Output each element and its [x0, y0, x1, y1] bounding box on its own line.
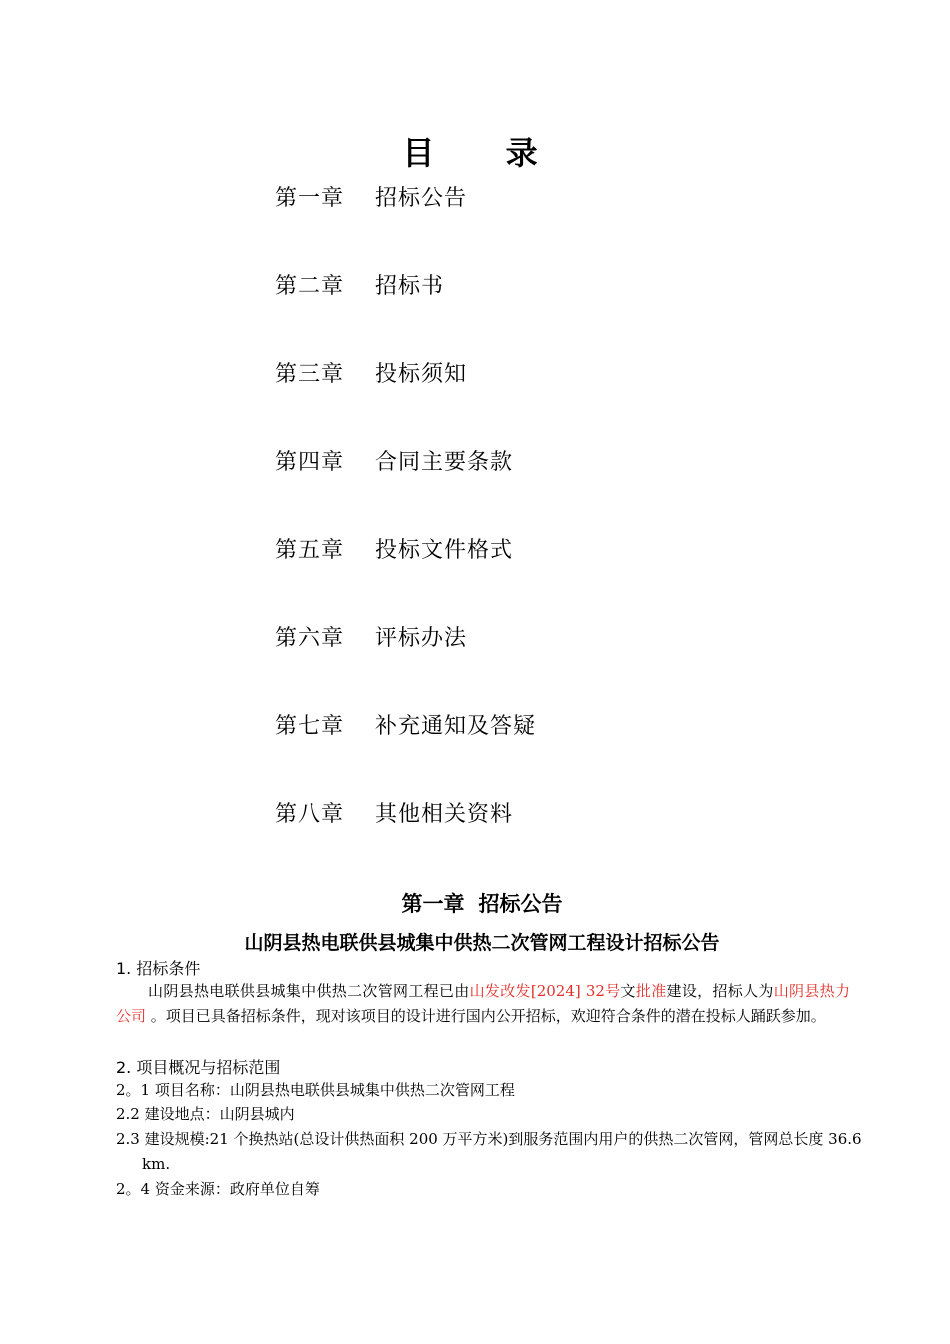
toc-item-8: [275, 800, 513, 830]
project-name-item: 2。1 项目名称：山阴县热电联供县城集中供热二次管网工程: [116, 1081, 515, 1099]
tenderer-name: 山阴县热力公司: [116, 982, 850, 1025]
notice-title: 山阴县热电联供县城集中供热二次管网工程设计招标公告: [244, 932, 720, 954]
toc-chapter-title: 招标公告: [375, 186, 468, 211]
text-run: 。项目已具备招标条件，现对该项目的设计进行国内公开招标，欢迎符合条件的潜在投标人踊跃参加。: [146, 1007, 826, 1025]
project-scale-item: 2.3 建设规模:21 个换热站(总设计供热面积 200 万平方米)到服务范围内用户的供热二次管网，管网总长度 36.6 km.: [116, 1130, 862, 1173]
toc-item-6: [275, 624, 467, 654]
toc-chapter-number: 第五章: [275, 538, 345, 563]
chapter-title: 招标公告: [478, 892, 563, 916]
toc-chapter-title: 投标文件格式: [375, 538, 514, 563]
toc-chapter-title: 补充通知及答疑: [375, 714, 537, 739]
toc-chapter-title: 其他相关资料: [375, 802, 514, 827]
toc-chapter-number: 第一章: [275, 186, 345, 211]
toc-chapter-title: 招标书: [375, 274, 445, 299]
toc-title: 目 录: [402, 134, 568, 172]
tender-conditions-paragraph: [116, 979, 850, 1029]
toc-chapter-number: 第七章: [275, 714, 345, 739]
chapter-heading: [0, 888, 950, 918]
text-run: 建设，招标人为: [666, 982, 774, 1000]
approval-word: 批准: [635, 982, 667, 1000]
section-heading: 1. 招标条件: [116, 959, 201, 978]
toc-item-1: [275, 184, 467, 214]
chapter-number: 第一章: [401, 892, 465, 916]
funding-source-item: 2。4 资金来源：政府单位自筹: [116, 1180, 320, 1198]
text-run: 山阴县热电联供县城集中供热二次管网工程已由: [148, 982, 470, 1000]
toc-chapter-title: 投标须知: [375, 362, 468, 387]
toc-chapter-number: 第三章: [275, 362, 345, 387]
project-location-item: 2.2 建设地点：山阴县城内: [116, 1105, 295, 1123]
toc-item-2: [275, 272, 444, 302]
toc-item-3: [275, 360, 467, 390]
toc-item-4: [275, 448, 513, 478]
approval-document-ref: 山发改发[2024] 32号: [469, 982, 621, 1000]
toc-chapter-title: 评标办法: [375, 626, 468, 651]
toc-chapter-title: 合同主要条款: [375, 450, 514, 475]
toc-item-5: [275, 536, 513, 566]
toc-chapter-number: 第四章: [275, 450, 345, 475]
section-heading: 2. 项目概况与招标范围: [116, 1058, 281, 1077]
toc-chapter-number: 第二章: [275, 274, 345, 299]
toc-chapter-number: 第八章: [275, 802, 345, 827]
toc-item-7: [275, 712, 536, 742]
text-run: 文: [620, 982, 636, 1000]
toc-chapter-number: 第六章: [275, 626, 345, 651]
